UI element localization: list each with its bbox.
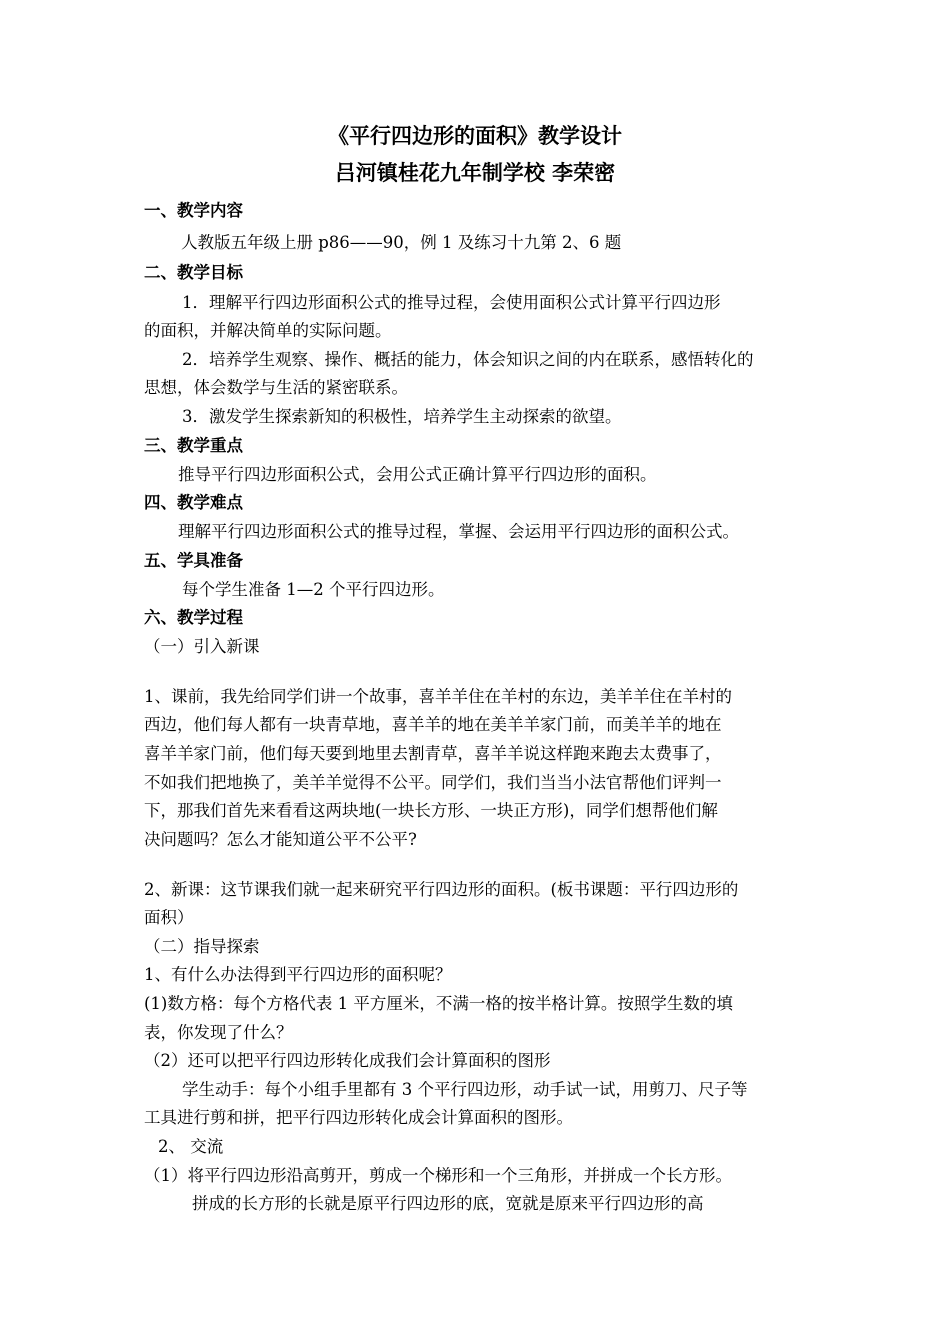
- story-line-4: 不如我们把地换了，美羊羊觉得不公平。同学们，我们当当小法官帮他们评判一: [144, 773, 722, 792]
- goal-2-line-2: 思想，体会数学与生活的紧密联系。: [144, 378, 408, 397]
- section-text-difficulty: 理解平行四边形面积公式的推导过程，掌握、会运用平行四边形的面积公式。: [178, 522, 739, 541]
- story-line-3: 喜羊羊家门前，他们每天要到地里去割青草，喜羊羊说这样跑来跑去太费事了，: [144, 744, 722, 763]
- section-text-content: 人教版五年级上册 p86——90，例 1 及练习十九第 2、6 题: [181, 233, 622, 252]
- hands-on-line-2: 工具进行剪和拼，把平行四边形转化成会计算面积的图形。: [144, 1108, 573, 1127]
- new-lesson-line-1: 2、新课：这节课我们就一起来研究平行四边形的面积。(板书课题：平行四边形的: [144, 880, 739, 899]
- exchange-1-detail: 拼成的长方形的长就是原平行四边形的底，宽就是原来平行四边形的高: [192, 1194, 704, 1213]
- story-line-6: 决问题吗？怎么才能知道公平不公平?: [144, 830, 417, 849]
- question-1: 1、有什么办法得到平行四边形的面积呢？: [144, 965, 452, 984]
- goal-1-line-2: 的面积，并解决简单的实际问题。: [144, 321, 392, 340]
- goal-3: 3．激发学生探索新知的积极性，培养学生主动探索的欲望。: [182, 407, 622, 426]
- item-2-exchange: 2、 交流: [158, 1137, 224, 1156]
- section-text-materials: 每个学生准备 1—2 个平行四边形。: [182, 580, 445, 599]
- goal-2-line-1: 2．培养学生观察、操作、概括的能力，体会知识之间的内在联系，感悟转化的: [182, 350, 754, 369]
- goal-1-line-1: 1．理解平行四边形面积公式的推导过程，会使用面积公式计算平行四边形: [182, 293, 721, 312]
- exchange-1: （1）将平行四边形沿高剪开，剪成一个梯形和一个三角形，并拼成一个长方形。: [144, 1166, 732, 1185]
- subsection-intro: （一）引入新课: [144, 637, 260, 656]
- section-text-keypoints: 推导平行四边形面积公式，会用公式正确计算平行四边形的面积。: [178, 465, 657, 484]
- method-2: （2）还可以把平行四边形转化成我们会计算面积的图形: [144, 1051, 551, 1070]
- subsection-explore: （二）指导探索: [144, 937, 260, 956]
- hands-on-line-1: 学生动手：每个小组手里都有 3 个平行四边形，动手试一试，用剪刀、尺子等: [182, 1080, 748, 1099]
- story-line-1: 1、课前，我先给同学们讲一个故事，喜羊羊住在羊村的东边，美羊羊住在羊村的: [144, 687, 732, 706]
- method-1-line-2: 表，你发现了什么？: [144, 1023, 293, 1042]
- section-heading-goals: 二、教学目标: [144, 263, 243, 282]
- section-heading-content: 一、教学内容: [144, 201, 243, 220]
- author-line: 吕河镇桂花九年制学校 李荣密: [334, 161, 616, 185]
- section-heading-materials: 五、学具准备: [144, 551, 243, 570]
- new-lesson-line-2: 面积）: [144, 908, 194, 927]
- story-line-2: 西边，他们每人都有一块青草地，喜羊羊的地在美羊羊家门前，而美羊羊的地在: [144, 715, 722, 734]
- method-1-line-1: (1)数方格：每个方格代表 1 平方厘米，不满一格的按半格计算。按照学生数的填: [144, 994, 733, 1013]
- document-title: 《平行四边形的面积》教学设计: [328, 124, 622, 148]
- section-heading-keypoints: 三、教学重点: [144, 436, 243, 455]
- story-line-5: 下，那我们首先来看看这两块地(一块长方形、一块正方形)，同学们想帮他们解: [144, 801, 718, 820]
- section-heading-process: 六、教学过程: [144, 608, 243, 627]
- section-heading-difficulty: 四、教学难点: [144, 493, 243, 512]
